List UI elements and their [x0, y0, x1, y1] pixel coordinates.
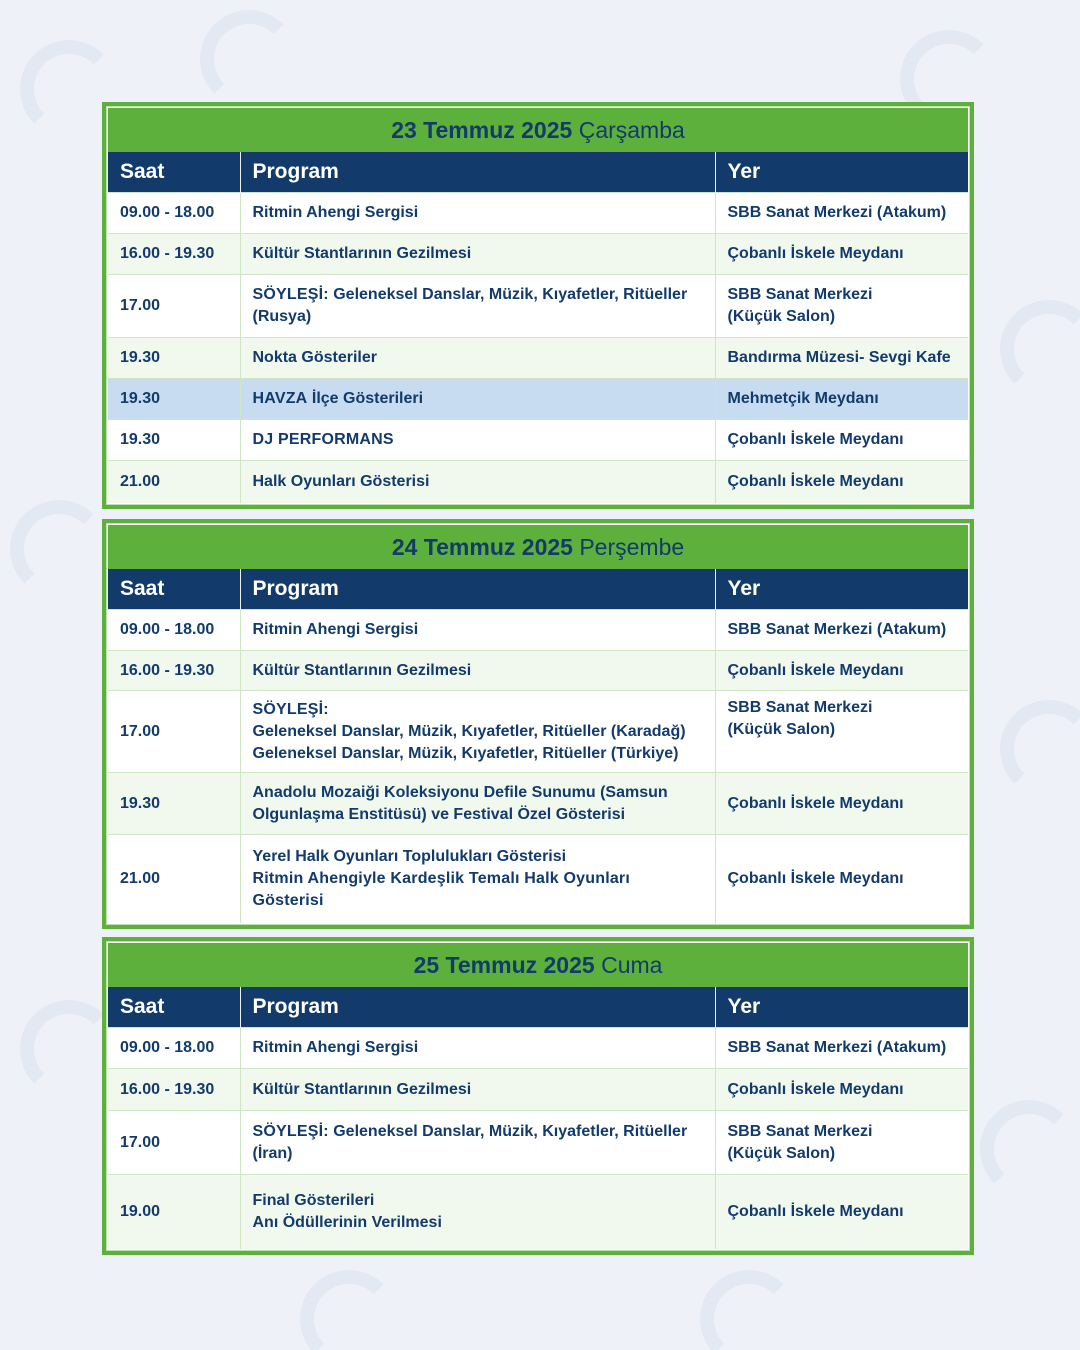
col-header-program: Program [240, 569, 715, 610]
cell-place: SBB Sanat Merkezi (Atakum) [715, 610, 968, 651]
cell-program: Ritmin Ahengi Sergisi [240, 610, 715, 651]
cell-time: 19.30 [108, 773, 240, 835]
cell-place: SBB Sanat Merkezi (Atakum) [715, 1028, 968, 1069]
program-text: İlçe Gösterileri [311, 390, 424, 407]
cell-program [240, 1175, 715, 1249]
col-header-program: Program [240, 152, 715, 193]
cell-program [240, 691, 715, 773]
cell-time: 17.00 [108, 691, 240, 773]
table-row [108, 1175, 968, 1249]
cell-time: 19.30 [108, 420, 240, 461]
cell-time: 21.00 [108, 461, 240, 503]
cell-program: Kültür Stantlarının Gezilmesi [240, 234, 715, 275]
table-row [108, 420, 968, 461]
cell-time: 09.00 - 18.00 [108, 610, 240, 651]
cell-place: Bandırma Müzesi- Sevgi Kafe [715, 338, 968, 379]
cell-place: Çobanlı İskele Meydanı [715, 1069, 968, 1111]
program-line-2: Geleneksel Danslar, Müzik, Kıyafetler, Ritüeller (Türkiye) [252, 744, 679, 762]
program-line-2: Anı Ödüllerinin Verilmesi [252, 1213, 442, 1231]
day-schedule-2 [102, 519, 974, 929]
cell-program [240, 420, 715, 461]
cell-place: Mehmetçik Meydanı [715, 379, 968, 420]
table-header-row [108, 152, 968, 193]
cell-place: Çobanlı İskele Meydanı [715, 835, 968, 923]
table-row [108, 651, 968, 691]
schedule-table [108, 987, 968, 1249]
day-schedule-1 [102, 102, 974, 509]
cell-place: Çobanlı İskele Meydanı [715, 651, 968, 691]
day-weekday: Çarşamba [578, 117, 685, 143]
program-line-2: Ritmin Ahengiyle Kardeşlik Temalı Halk Oyunları Gösterisi [252, 869, 631, 909]
table-row [108, 461, 968, 503]
table-row [108, 773, 968, 835]
day-date: 24 Temmuz 2025 [391, 534, 573, 560]
cell-time: 17.00 [108, 1111, 240, 1175]
day-weekday: Cuma [601, 952, 663, 978]
cell-time: 17.00 [108, 275, 240, 338]
cell-place: Çobanlı İskele Meydanı [715, 773, 968, 835]
cell-time: 16.00 - 19.30 [108, 1069, 240, 1111]
place-line-1: SBB Sanat Merkezi [727, 1122, 873, 1140]
cell-program: Nokta Gösteriler [240, 338, 715, 379]
cell-time: 19.00 [108, 1175, 240, 1249]
cell-program [240, 1111, 715, 1175]
table-row [108, 691, 968, 773]
cell-program: Halk Oyunları Gösterisi [240, 461, 715, 503]
col-header-time: Saat [108, 152, 240, 193]
table-row [108, 1028, 968, 1069]
table-row [108, 1111, 968, 1175]
cell-program: Ritmin Ahengi Sergisi [240, 1028, 715, 1069]
col-header-place: Yer [715, 987, 968, 1028]
cell-program [240, 835, 715, 923]
table-row-highlighted [108, 379, 968, 420]
program-prefix: DJ PERFORMANS [252, 431, 394, 448]
schedule-table [108, 569, 968, 923]
cell-time: 16.00 - 19.30 [108, 651, 240, 691]
table-row [108, 1069, 968, 1111]
cell-time: 19.30 [108, 338, 240, 379]
cell-program: Kültür Stantlarının Gezilmesi [240, 651, 715, 691]
cell-place: Çobanlı İskele Meydanı [715, 461, 968, 503]
place-line-2: (Küçük Salon) [727, 308, 836, 325]
col-header-time: Saat [108, 569, 240, 610]
program-prefix: SÖYLEŞİ: [252, 286, 329, 303]
cell-place: Çobanlı İskele Meydanı [715, 420, 968, 461]
cell-time: 09.00 - 18.00 [108, 1028, 240, 1069]
table-row [108, 234, 968, 275]
col-header-time: Saat [108, 987, 240, 1028]
cell-time: 21.00 [108, 835, 240, 923]
cell-time: 19.30 [108, 379, 240, 420]
cell-place [715, 275, 968, 338]
place-line-2: (Küçük Salon) [727, 1144, 836, 1162]
schedule-table [108, 152, 968, 503]
day-header [108, 943, 968, 987]
table-row [108, 338, 968, 379]
program-text: Geleneksel Danslar, Müzik, Kıyafetler, Ritüeller (İran) [252, 1122, 688, 1162]
table-header-row [108, 987, 968, 1028]
cell-time: 16.00 - 19.30 [108, 234, 240, 275]
cell-program: Kültür Stantlarının Gezilmesi [240, 1069, 715, 1111]
program-prefix: SÖYLEŞİ: [252, 1122, 329, 1140]
place-line-2: (Küçük Salon) [727, 721, 836, 738]
table-row [108, 835, 968, 923]
program-text: Geleneksel Danslar, Müzik, Kıyafetler, Ritüeller (Rusya) [252, 286, 688, 325]
table-row [108, 193, 968, 234]
cell-place: SBB Sanat Merkezi (Atakum) [715, 193, 968, 234]
place-line-1: SBB Sanat Merkezi [727, 286, 873, 303]
day-weekday: Perşembe [579, 534, 685, 560]
cell-place [715, 1111, 968, 1175]
cell-program: Anadolu Mozaiği Koleksiyonu Defile Sunumu (Samsun Olgunlaşma Enstitüsü) ve Festival Özel Gösterisi [240, 773, 715, 835]
col-header-program: Program [240, 987, 715, 1028]
cell-place: Çobanlı İskele Meydanı [715, 1175, 968, 1249]
table-row [108, 610, 968, 651]
program-line-1: Yerel Halk Oyunları Toplulukları Gösterisi [252, 847, 567, 865]
cell-time: 09.00 - 18.00 [108, 193, 240, 234]
cell-program: Ritmin Ahengi Sergisi [240, 193, 715, 234]
cell-place [715, 691, 968, 773]
day-date: 23 Temmuz 2025 [391, 117, 573, 143]
program-prefix: HAVZA [252, 390, 308, 407]
col-header-place: Yer [715, 569, 968, 610]
cell-program [240, 379, 715, 420]
day-header [108, 525, 968, 569]
program-line-1: Geleneksel Danslar, Müzik, Kıyafetler, Ritüeller (Karadağ) [252, 722, 686, 740]
program-line-1: Final Gösterileri [252, 1191, 375, 1209]
cell-program [240, 275, 715, 338]
place-line-1: SBB Sanat Merkezi [727, 699, 873, 716]
table-row [108, 275, 968, 338]
program-prefix: SÖYLEŞİ: [252, 700, 329, 718]
cell-place: Çobanlı İskele Meydanı [715, 234, 968, 275]
table-header-row [108, 569, 968, 610]
day-date: 25 Temmuz 2025 [413, 952, 595, 978]
col-header-place: Yer [715, 152, 968, 193]
day-schedule-3 [102, 937, 974, 1255]
day-header [108, 108, 968, 152]
